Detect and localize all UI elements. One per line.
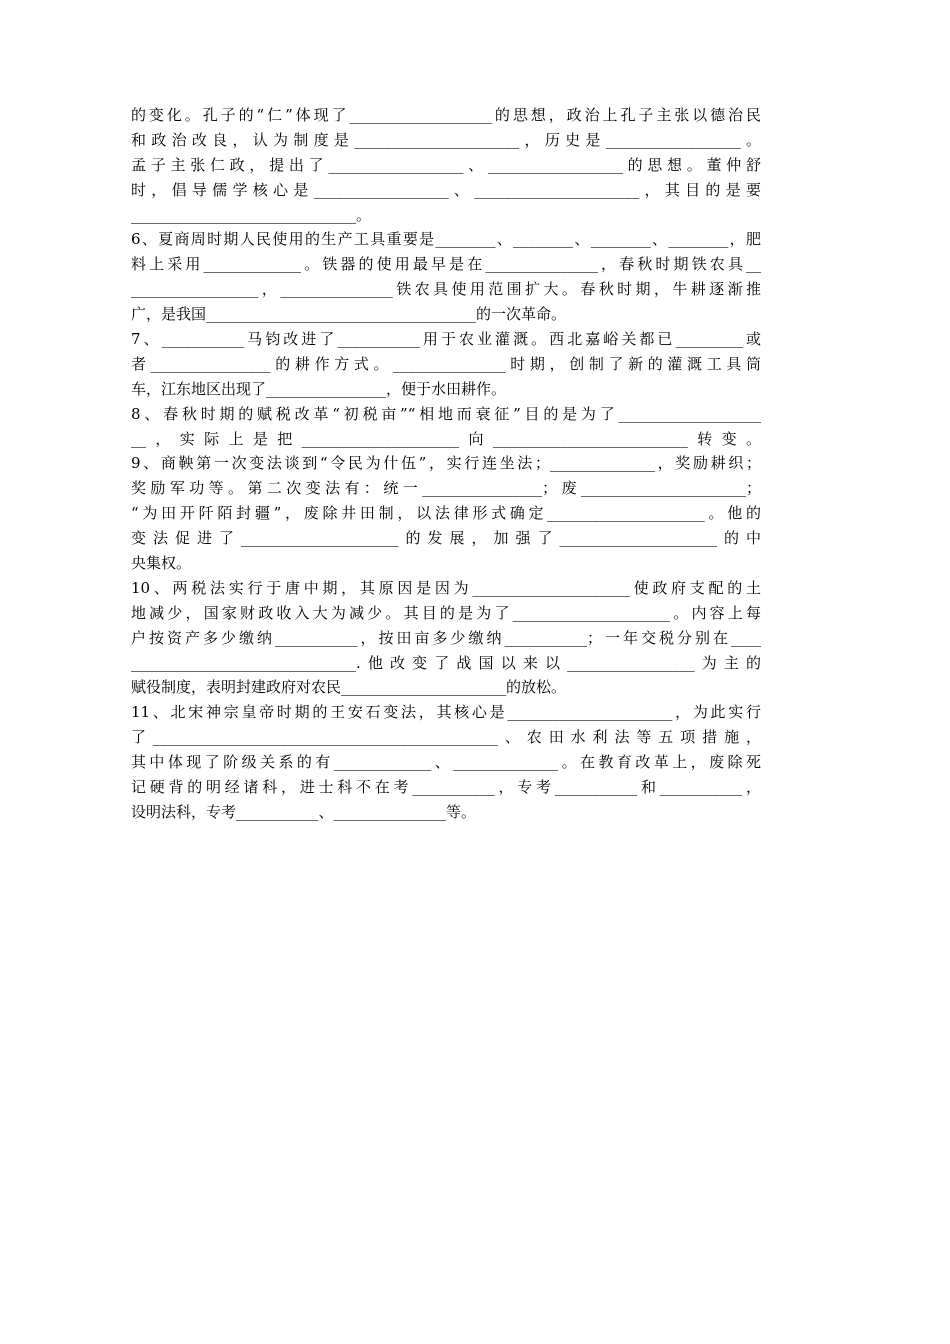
text-line: 了______________________________________________、农田水利法等五项措施， bbox=[131, 728, 761, 747]
text-line: 户按资产多少缴纳___________，按田亩多少缴纳___________；一年交税分别在____ bbox=[131, 628, 761, 647]
text-line: 记硬背的明经诸科，进士科不在考___________，专考___________和___________， bbox=[131, 778, 761, 797]
document-body bbox=[131, 103, 761, 825]
text-line: 的变化。孔子的“仁”体现了___________________的思想，政治上孔子主张以德治民 bbox=[131, 106, 761, 124]
question-9-line: 9、商鞅第一次变法谈到“令民为什伍”，实行连坐法；______________，奖励耕织； bbox=[131, 454, 761, 473]
text-line: “为田开阡陌封疆”，废除井田制，以法律形式确定_____________________。他的 bbox=[131, 504, 761, 523]
text-line: 奖励军功等。第二次变法有：统一________________；废______________________； bbox=[131, 479, 761, 498]
text-line: 设明法科，专考___________、_______________等。 bbox=[131, 802, 477, 821]
text-line: 央集权。 bbox=[131, 554, 192, 573]
text-line: __，实际上是把_____________________向__________________________转变。 bbox=[131, 429, 761, 448]
text-line: 孟子主张仁政，提出了__________________、__________________的思想。董仲舒 bbox=[131, 155, 761, 174]
text-line: 车，江东地区出现了________________，便于水田耕作。 bbox=[131, 379, 507, 398]
question-7-line: 7、___________马钧改进了___________用于农业灌溉。西北嘉峪关都已_________或 bbox=[131, 330, 761, 349]
text-line: 者________________的耕作方式。_______________时期，创制了新的灌溉工具筒 bbox=[131, 354, 761, 373]
text-line: 其中体现了阶级关系的有_____________、______________。在教育改革上，废除死 bbox=[131, 753, 761, 772]
text-line: ______________________________.他改变了战国以来以_________________为主的 bbox=[131, 653, 761, 672]
text-line: 和政治改良，认为制度是______________________，历史是__________________。 bbox=[131, 130, 761, 149]
text-line: 变法促进了_____________________的发展，加强了_____________________的中 bbox=[131, 529, 761, 548]
text-line: 赋役制度，表明封建政府对农民______________________的放松。 bbox=[131, 678, 567, 697]
question-10-line: 10、两税法实行于唐中期，其原因是因为_____________________使政府支配的土 bbox=[131, 578, 761, 597]
text-line: _________________，_______________铁农具使用范围扩大。春秋时期，牛耕逐渐推 bbox=[131, 280, 761, 299]
text-line: 料上采用_____________。铁器的使用最早是在_______________，春秋时期铁农具__ bbox=[131, 255, 761, 274]
text-line: ______________________________。 bbox=[131, 205, 372, 224]
text-line: 时，倡导儒学核心是__________________、______________________，其目的是要 bbox=[131, 180, 761, 199]
text-line: 广，是我国____________________________________的一次革命。 bbox=[131, 305, 567, 324]
question-11-line: 11、北宋神宗皇帝时期的王安石变法，其核心是______________________，为此实行 bbox=[131, 703, 761, 722]
text-line: 地减少，国家财政收入大为减少。其目的是为了_____________________。内容上每 bbox=[131, 603, 761, 622]
question-8-line: 8、春秋时期的赋税改革“初税亩”“相地而衰征”目的是为了___________________ bbox=[131, 404, 761, 423]
question-6-line: 6、夏商周时期人民使用的生产工具重要是________、________、________、________，肥 bbox=[131, 230, 761, 249]
